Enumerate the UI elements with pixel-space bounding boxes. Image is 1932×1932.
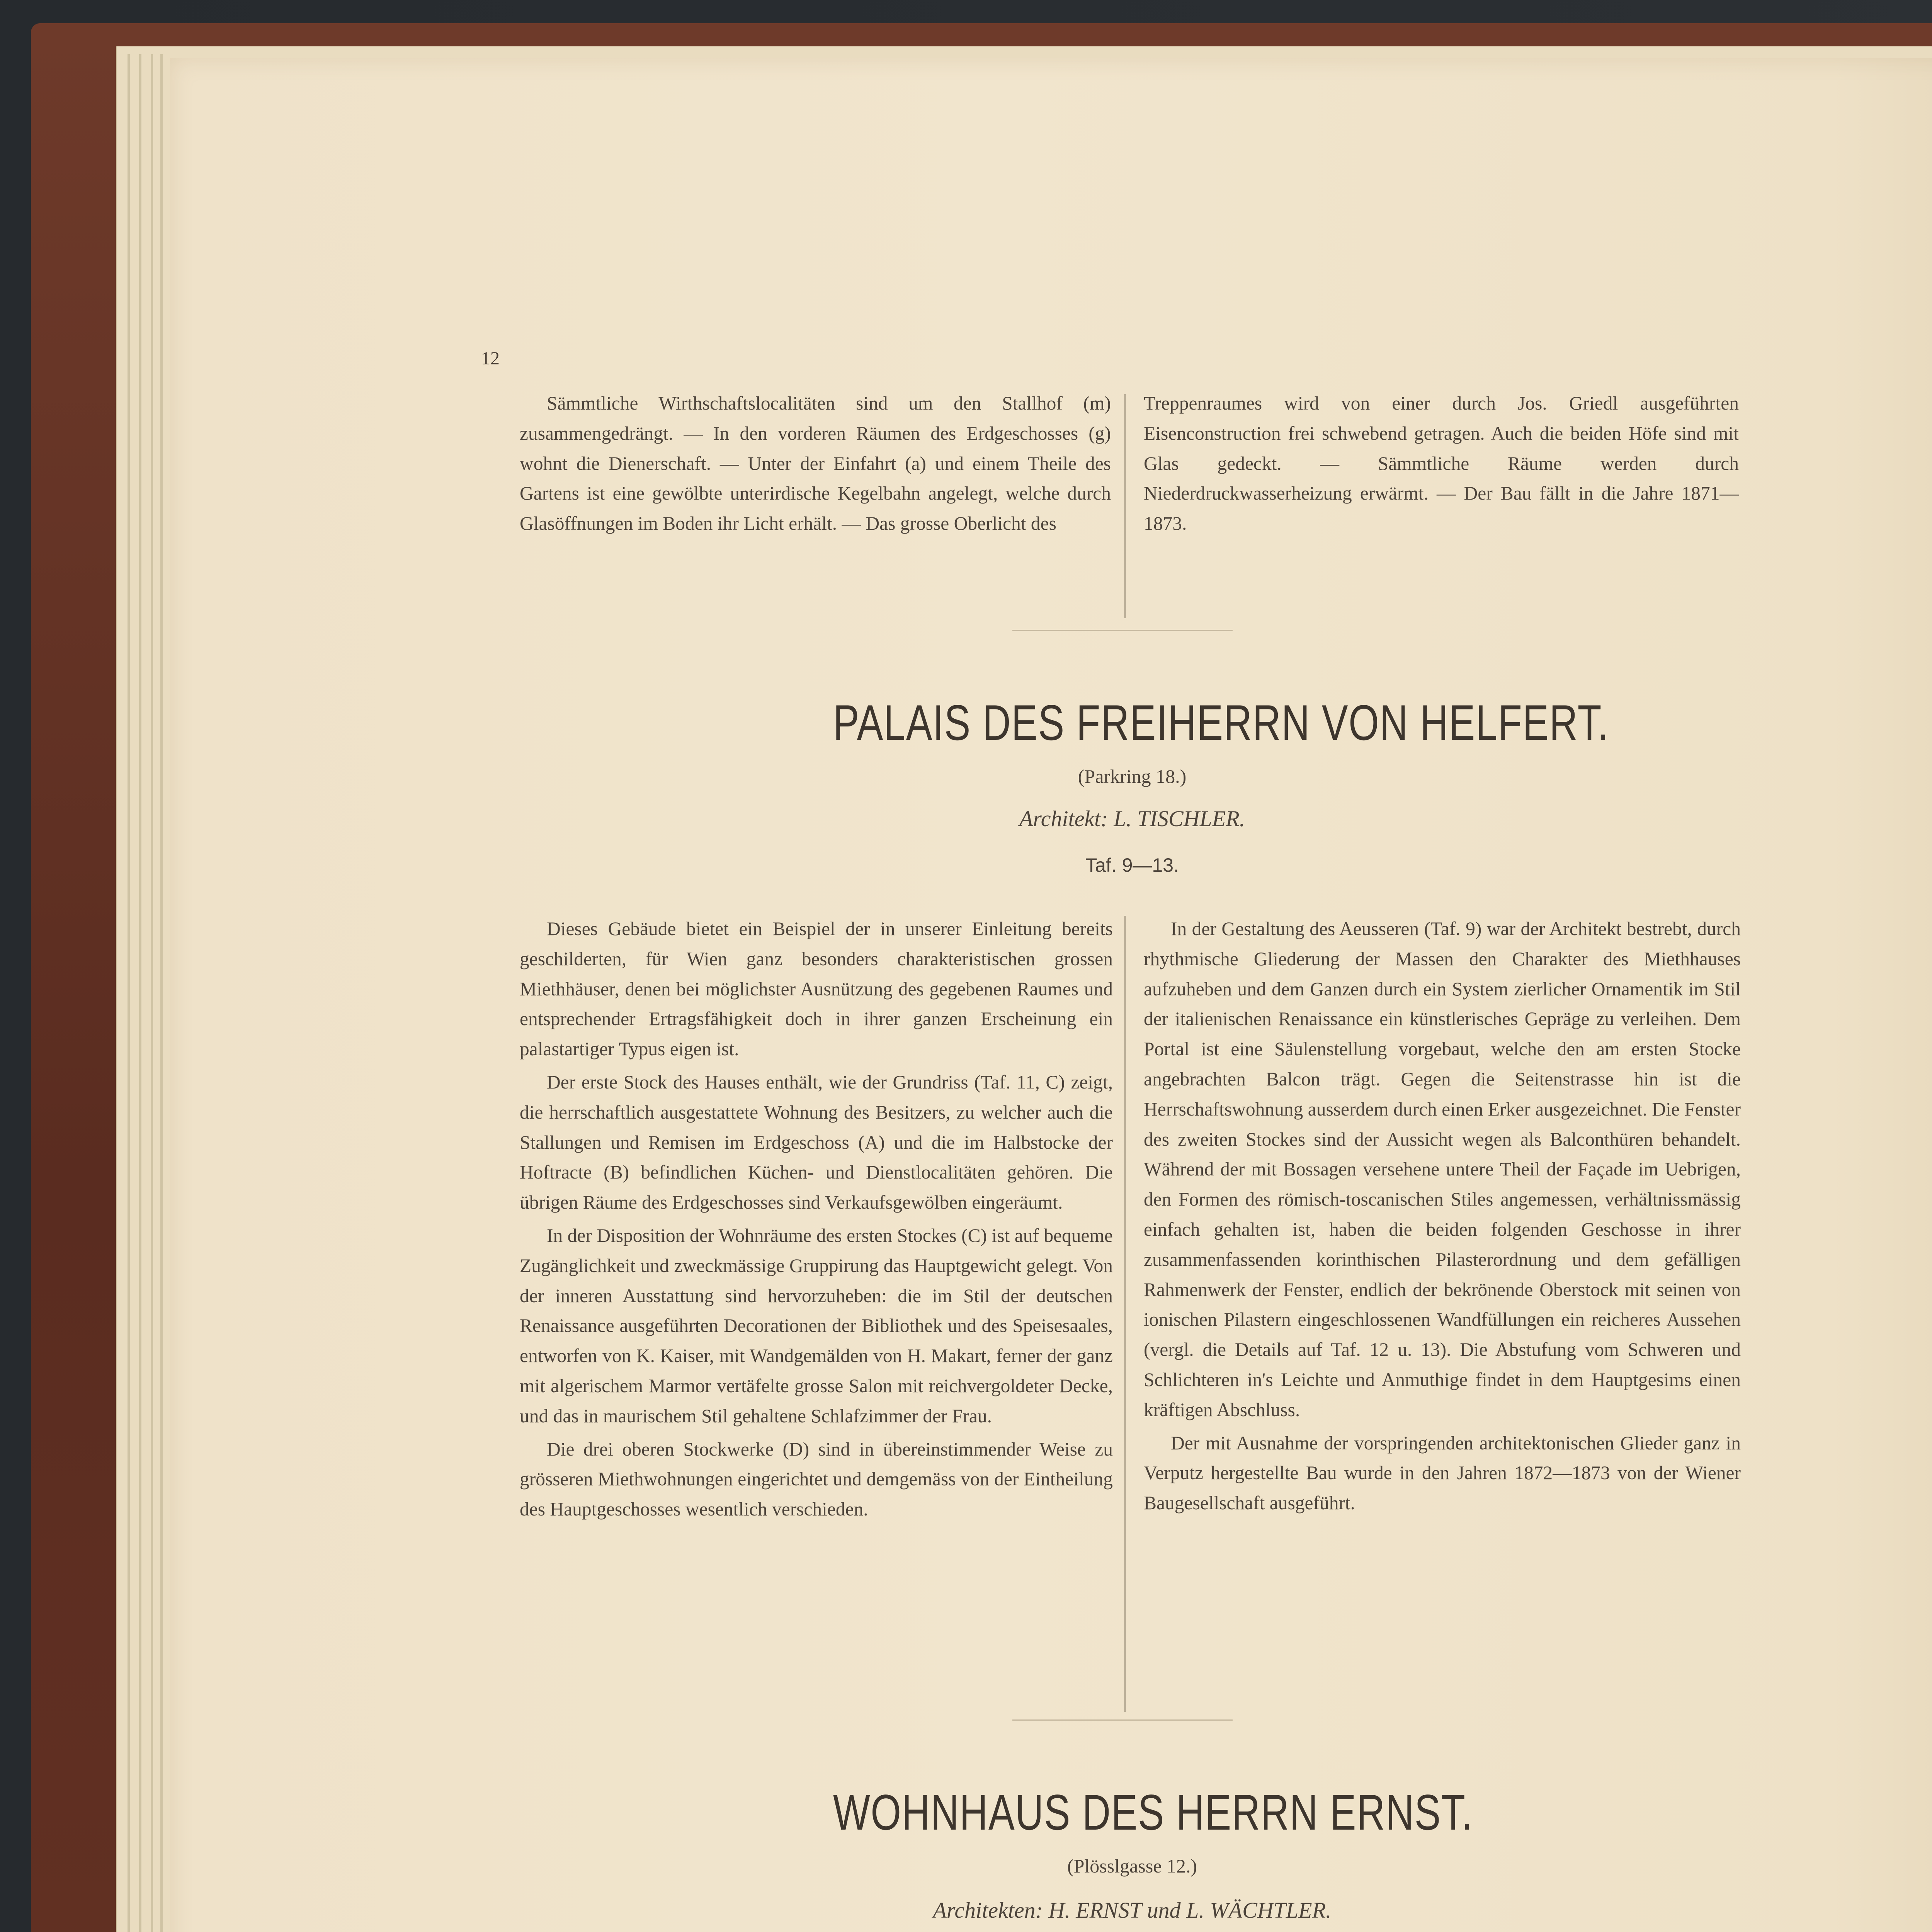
paragraph: In der Gestaltung des Aeusseren (Taf. 9) war der Architekt bestrebt, durch rhythmische Gliederung der Massen den Charakter des Miethhauses aufzuheben und dem Ganzen durch ein System zierlicher Ornamentik im Stil der italienischen Renaissance ein künstlerisches Gepräge zu verleihen. Dem Portal ist eine Säulenstellung vorgebaut, welche den am ersten Stocke angebrachten Balcon trägt. Gegen die Seitenstrasse hin ist die Herrschaftswohnung ausserdem durch einen Erker ausgezeichnet. Die Fenster des zweiten Stockes sind der Aussicht wegen als Balconthüren behandelt. Während der mit Bossagen versehene untere Theil der Façade im Uebrigen, den Formen des römisch-toscanischen Stiles angemessen, verhältnissmässig einfach gehalten ist, haben die beiden folgenden Geschosse in ihrer zusammenfassenden korinthischen Pilasterordnung und dem gefälligen Rahmenwerk der Fenster, endlich der bekrönende Oberstock mit seinen von ionischen Pilastern eingeschlossenen Wandfüllungen ein reicheres Aussehen (vergl. die Details auf Taf. 12 u. 13). Die Abstufung vom Schweren und Schlichteren in's Leichte und Anmuthige findet in dem Hauptgesims einen kräftigen Abschluss. [1144,918,1741,1420]
paragraph: In der Disposition der Wohnräume des ersten Stockes (C) ist auf bequeme Zugänglichkeit und zweckmässige Gruppirung das Hauptgewicht gelegt. Von der inneren Ausstattung sind hervorzuheben: die im Stil der deutschen Renaissance ausgeführten Decorationen der Bibliothek und des Speisesaales, entworfen von K. Kaiser, mit Wandgemälden von H. Makart, ferner der ganz mit algerischem Marmor vertäfelte grosse Salon mit reichvergoldeter Decke, und das in maurischem Stil gehaltene Schlafzimmer der Frau. [520,1225,1113,1427]
continuation-left-column [520,388,1111,542]
section-separator [1012,1719,1233,1721]
section-title-helfert: PALAIS DES FREIHERRN VON HELFERT. [833,694,1609,751]
page-edge-line [151,54,153,1932]
page-edge-line [128,54,130,1932]
paragraph: Sämmtliche Wirthschaftslocalitäten sind um den Stallhof (m) zusammengedrängt. — In den vorderen Räumen des Erdgeschosses (g) wohnt die Dienerschaft. — Unter der Einfahrt (a) und einem Theile des Gartens ist eine gewölbte unterirdische Kegelbahn angelegt, welche durch Glasöffnungen im Boden ihr Licht erhält. — Das grosse Oberlicht des [520,393,1111,534]
column-divider [1124,916,1126,1712]
continuation-right-column [1144,388,1739,542]
page-edge-line [160,54,163,1932]
paragraph: Der mit Ausnahme der vorspringenden architektonischen Glieder ganz in Verputz hergestellte Bau wurde in den Jahren 1872—1873 von der Wiener Baugesellschaft ausgeführt. [1144,1432,1741,1514]
page-edge-line [139,54,141,1932]
section-title-ernst: WOHNHAUS DES HERRN ERNST. [833,1784,1473,1840]
helfert-left-column [520,914,1113,1527]
page-number: 12 [481,348,500,369]
paragraph: Dieses Gebäude bietet ein Beispiel der in unserer Einleitung bereits geschilderten, für Wien ganz besonders charakteristischen grossen Miethhäuser, denen bei möglichster Ausnützung des gegebenen Raumes und entsprechender Ertragsfähigkeit doch in ihrer ganzen Erscheinung ein palastartiger Typus eigen ist. [520,918,1113,1060]
column-divider [1124,394,1126,618]
address-helfert: (Parkring 18.) [1078,765,1187,787]
helfert-right-column [1144,914,1741,1521]
section-separator [1012,630,1233,631]
architect-helfert: Architekt: L. TISCHLER. [1019,806,1245,831]
architect-ernst: Architekten: H. ERNST und L. WÄCHTLER. [933,1898,1332,1923]
book-page [170,58,1932,1932]
paragraph: Treppenraumes wird von einer durch Jos. Griedl ausgeführten Eisenconstruction frei schwebend getragen. Auch die beiden Höfe sind mit Glas gedeckt. — Sämmtliche Räume werden durch Niederdruckwasserheizung erwärmt. — Der Bau fällt in die Jahre 1871—1873. [1144,393,1739,534]
paragraph: Die drei oberen Stockwerke (D) sind in übereinstimmender Weise zu grösseren Miethwohnungen eingerichtet und demgemäss von der Eintheilung des Hauptgeschosses wesentlich verschieden. [520,1438,1113,1520]
address-ernst: (Plösslgasse 12.) [1067,1855,1197,1877]
plates-helfert: Taf. 9—13. [1085,854,1179,876]
paragraph: Der erste Stock des Hauses enthält, wie der Grundriss (Taf. 11, C) zeigt, die herrschaftlich ausgestattete Wohnung des Besitzers, zu welcher auch die Stallungen und Remisen im Erdgeschoss (A) und die im Halbstocke der Hoftracte (B) befindlichen Küchen- und Dienstlocalitäten gehören. Die übrigen Räume des Erdgeschosses sind Verkaufsgewölben eingeräumt. [520,1071,1113,1213]
